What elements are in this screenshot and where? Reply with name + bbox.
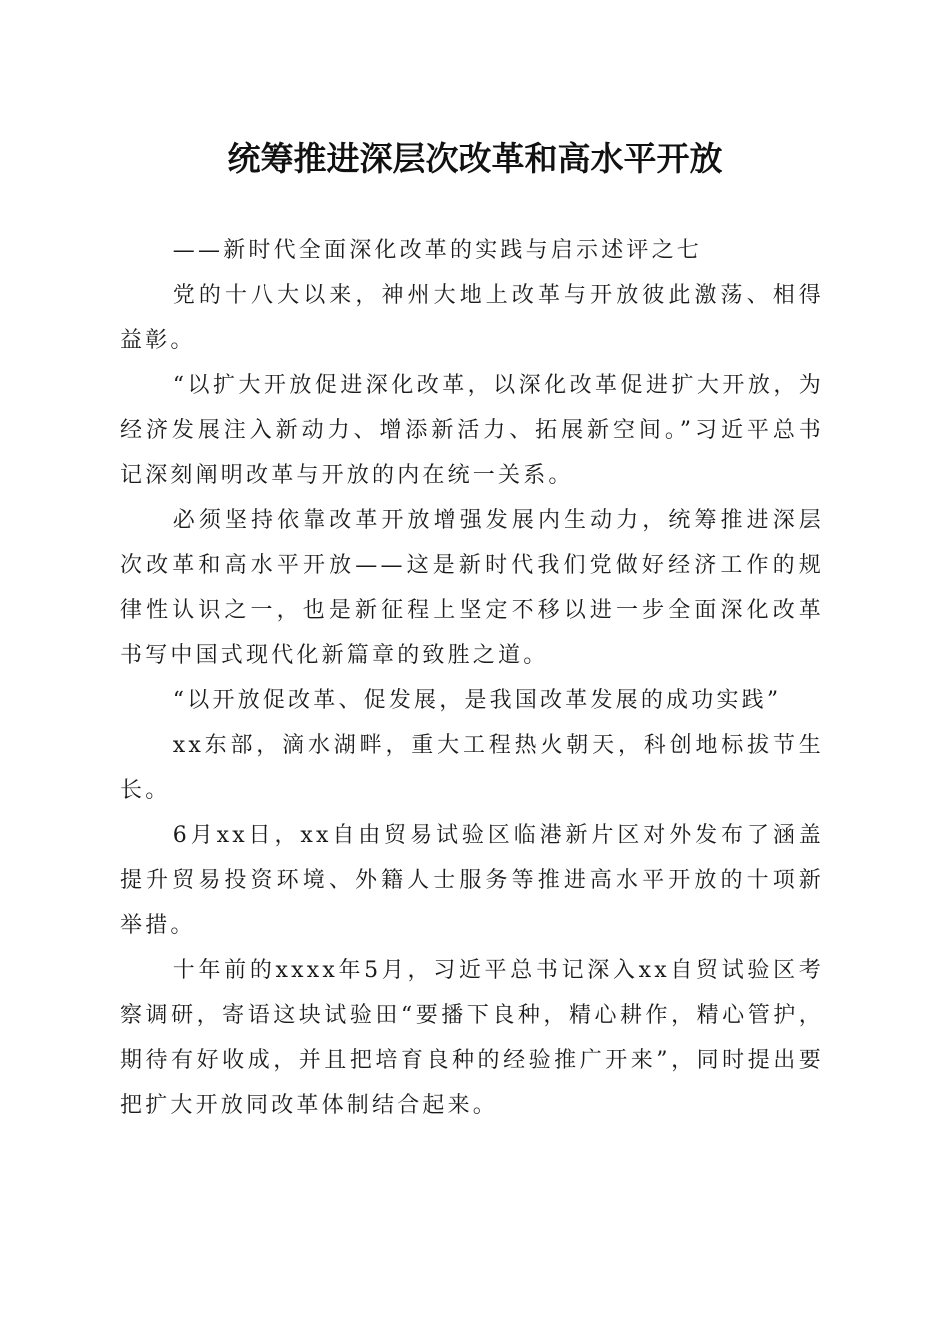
document-subtitle: ——新时代全面深化改革的实践与启示述评之七 (172, 238, 702, 263)
document-title: 统筹推进深层次改革和高水平开放 (227, 139, 723, 178)
document-body (120, 228, 824, 1128)
paragraph: 必须坚持依靠改革开放增强发展内生动力，统筹推进深层次改革和高水平开放——这是新时代我们党做好经济工作的规律性认识之一，也是新征程上坚定不移以进一步全面深化改革书写中国式现代化新篇章的致胜之道。 (120, 508, 824, 668)
section-heading: “以开放促改革、促发展，是我国改革发展的成功实践” (172, 688, 782, 713)
paragraph: 党的十八大以来，神州大地上改革与开放彼此激荡、相得益彰。 (120, 283, 824, 353)
paragraph: xx东部，滴水湖畔，重大工程热火朝天，科创地标拔节生长。 (120, 733, 824, 803)
paragraph: 6月xx日，xx自由贸易试验区临港新片区对外发布了涵盖提升贸易投资环境、外籍人士服务等推进高水平开放的十项新举措。 (120, 823, 824, 938)
paragraph: “以扩大开放促进深化改革，以深化改革促进扩大开放，为经济发展注入新动力、增添新活力、拓展新空间。”习近平总书记深刻阐明改革与开放的内在统一关系。 (120, 373, 824, 488)
paragraph: 十年前的xxxx年5月，习近平总书记深入xx自贸试验区考察调研，寄语这块试验田“要播下良种，精心耕作，精心管护，期待有好收成，并且把培育良种的经验推广开来”，同时提出要把扩大开放同改革体制结合起来。 (120, 958, 824, 1118)
